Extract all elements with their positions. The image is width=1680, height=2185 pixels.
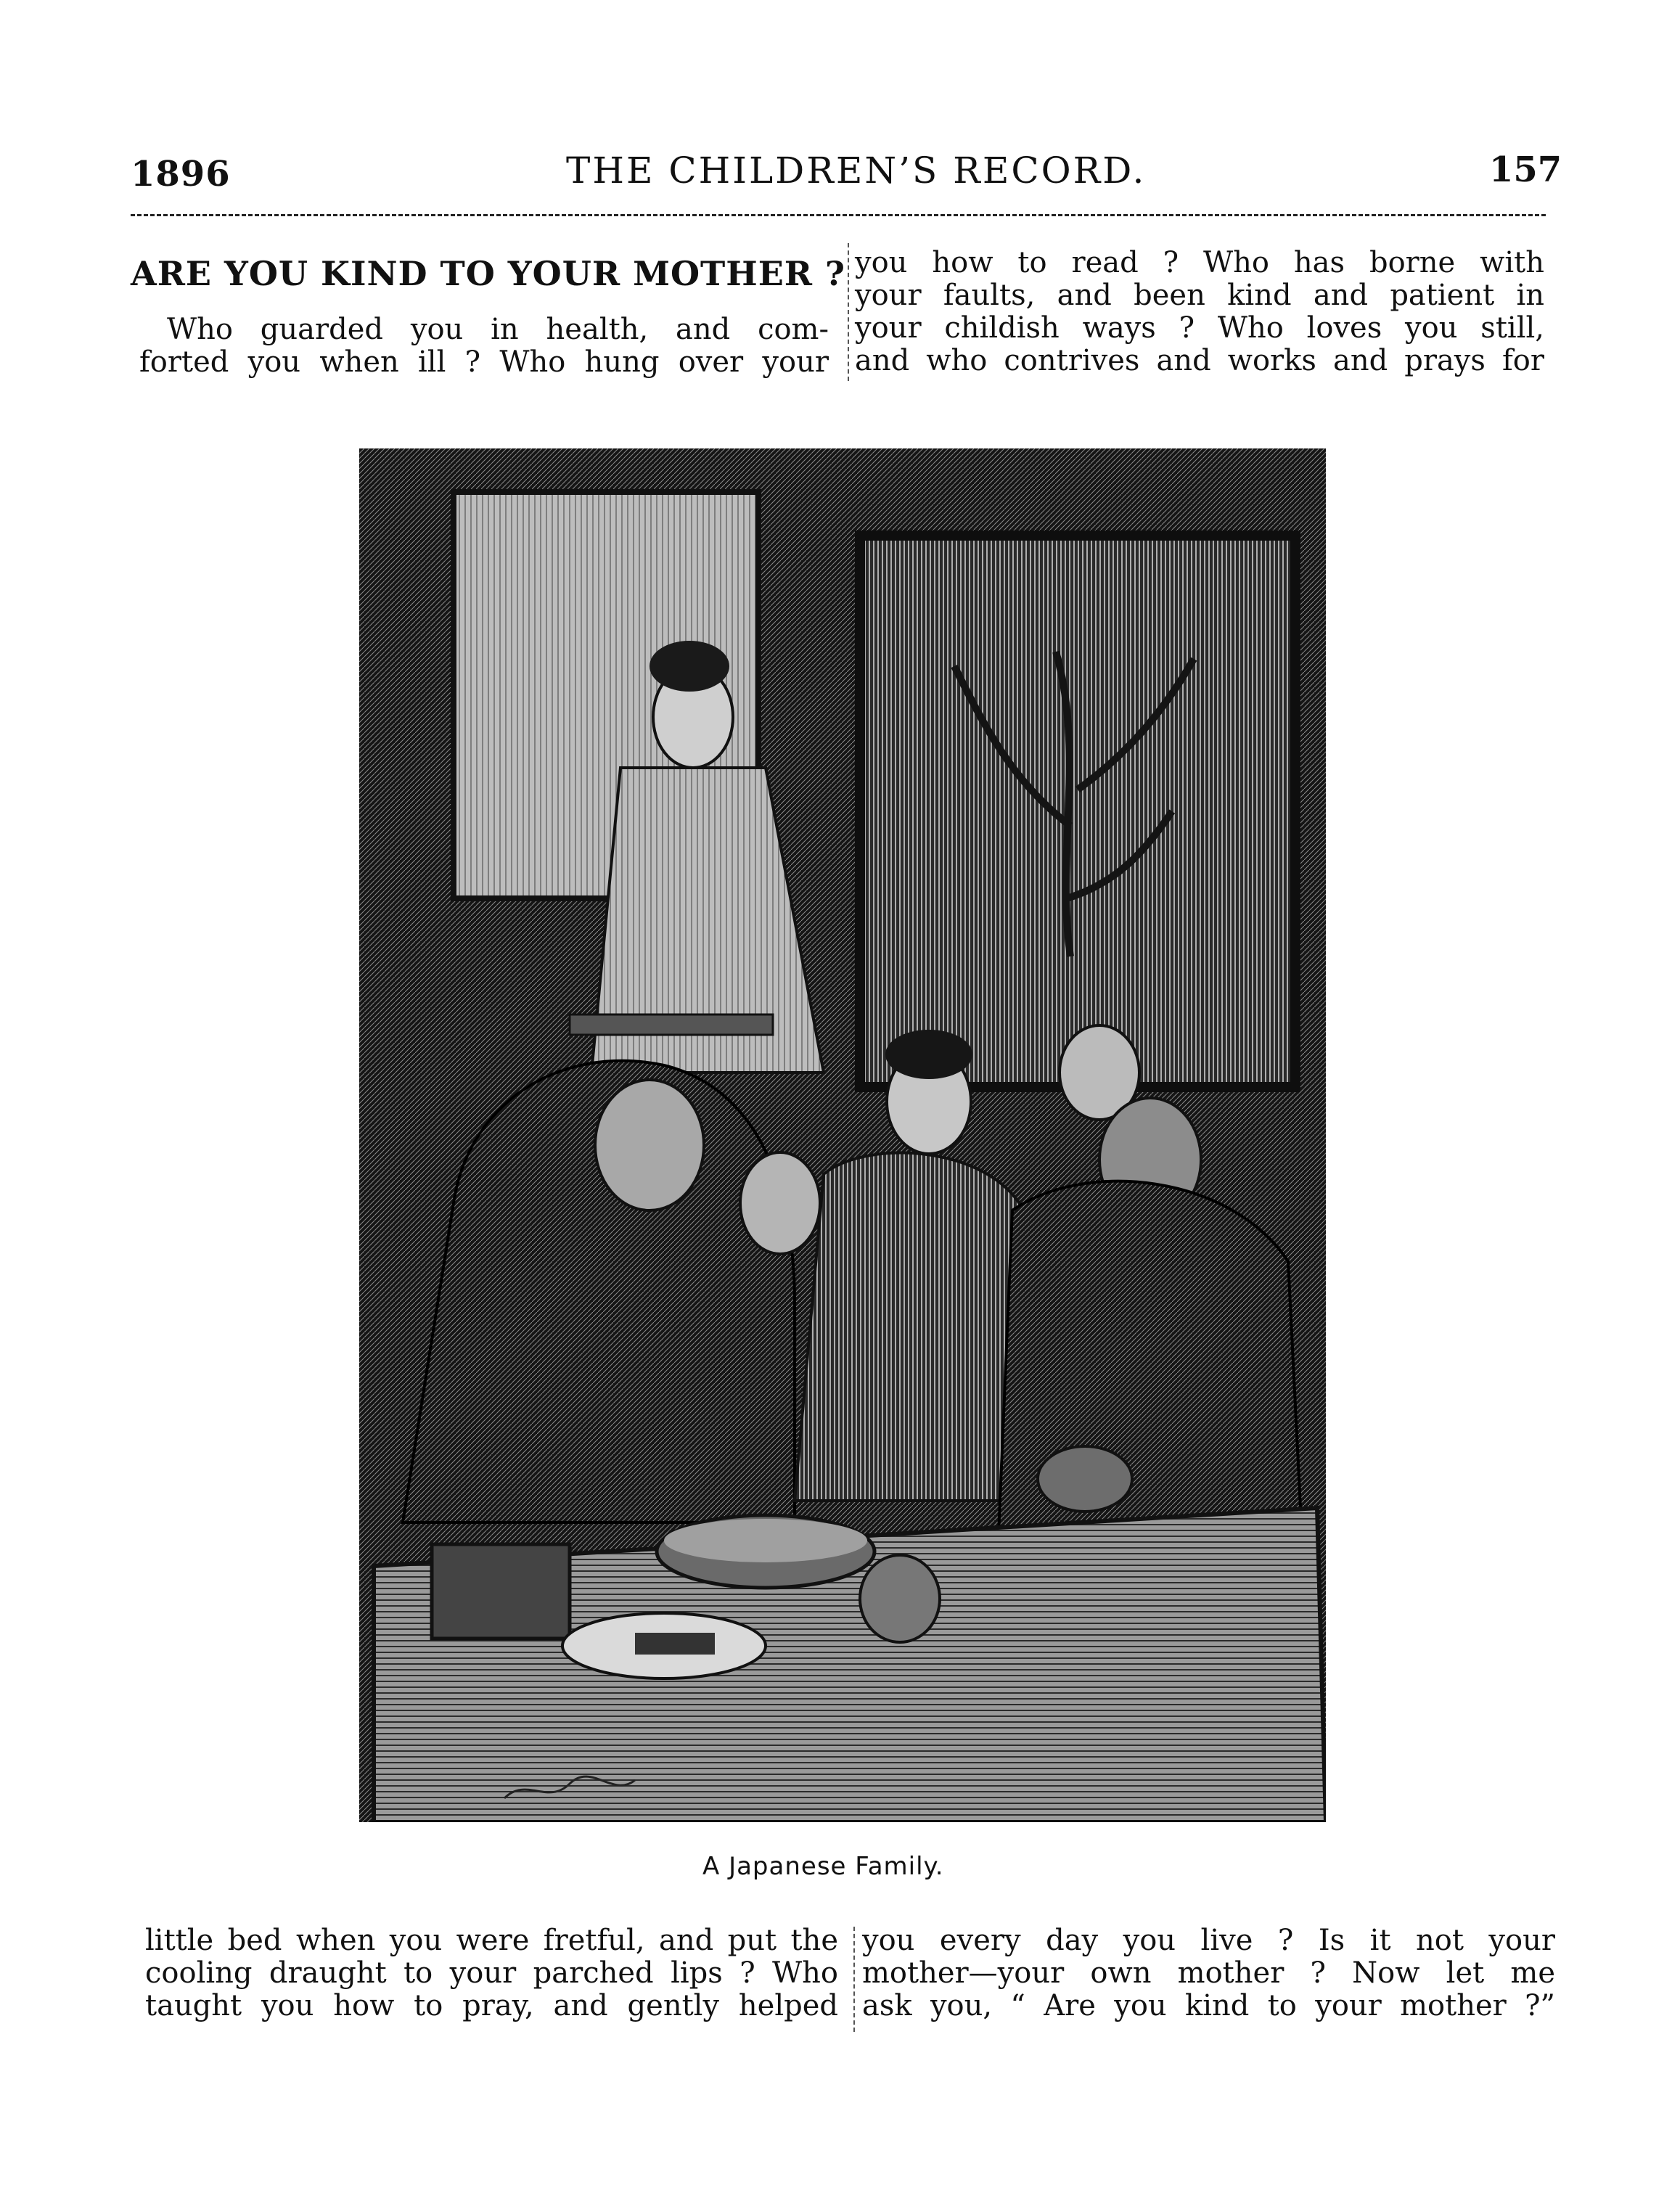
column-divider-bottom (853, 1927, 855, 2032)
text-line: forted you when ill ? Who hung over your (139, 345, 829, 379)
engraving-japanese-family (359, 448, 1326, 1822)
page-number: 157 (1489, 149, 1562, 190)
bottom-left-column (145, 1924, 838, 2022)
text-line: ask you, “ Are you kind to your mother ?” (862, 1989, 1555, 2022)
bottom-right-column (862, 1924, 1555, 2022)
text-line: your childish ways ? Who loves you still, (855, 311, 1544, 345)
text-line: you how to read ? Who has borne with (855, 246, 1544, 279)
text-line: little bed when you were fretful, and put the (145, 1924, 838, 1957)
figure-caption: A Japanese Family. (702, 1852, 944, 1881)
article-heading: ARE YOU KIND TO YOUR MOTHER ? (131, 254, 846, 293)
text-line: cooling draught to your parched lips ? Who (145, 1956, 838, 1990)
page-year: 1896 (131, 154, 231, 194)
text-line: Who guarded you in health, and com- (167, 313, 829, 346)
text-line: you every day you live ? Is it not your (862, 1924, 1555, 1957)
text-line: mother—your own mother ? Now let me (862, 1956, 1555, 1990)
top-left-column (139, 313, 829, 379)
engraving-illustration (359, 448, 1326, 1822)
column-divider-top (848, 243, 849, 381)
header-rule (131, 214, 1546, 216)
top-right-column (855, 247, 1544, 377)
publication-title: THE CHILDREN’S RECORD. (566, 149, 1147, 192)
text-line: and who contrives and works and prays for (855, 344, 1544, 377)
text-line: your faults, and been kind and patient in (855, 279, 1544, 312)
text-line: taught you how to pray, and gently helped (145, 1989, 838, 2022)
